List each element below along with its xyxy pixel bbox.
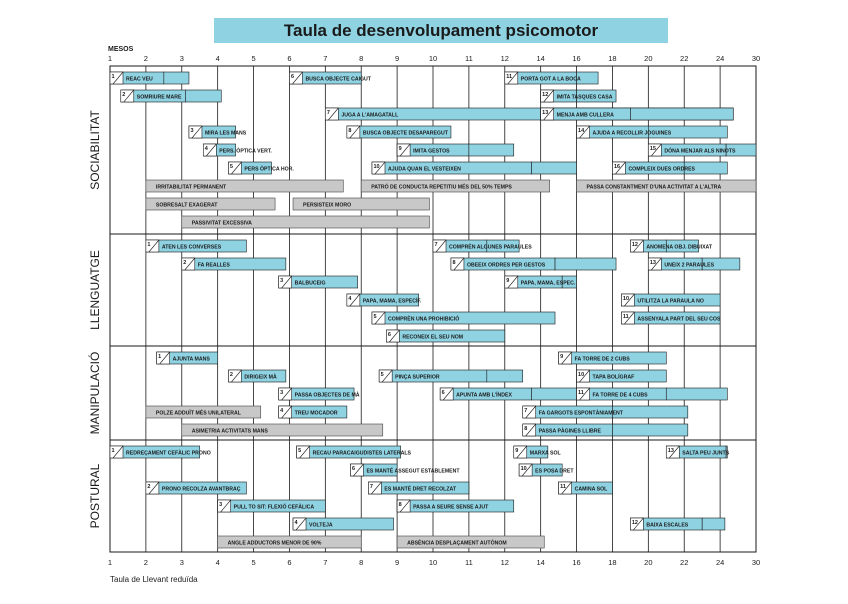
tick-label-top: 8	[359, 54, 364, 63]
warning-label: PERSISTEIX MORO	[303, 202, 352, 209]
warning-label: SOBRESALT EXAGERAT	[155, 202, 218, 209]
milestone-number: 3	[190, 128, 194, 134]
tick-label-top: 12	[500, 54, 509, 63]
tick-label-bottom: 30	[751, 558, 761, 567]
milestone-label: TAPA BOLÍGRAF	[592, 374, 635, 381]
milestone-number: 2	[229, 372, 233, 378]
tick-label-bottom: 14	[536, 558, 545, 567]
milestone-label: BUSCA OBJECTE CAIGUT	[305, 76, 371, 83]
milestone-label: REAC VEU	[126, 76, 153, 83]
milestone-number: 11	[622, 314, 629, 320]
milestone-label: COMPRÈN ALGUNES PARAULES	[449, 244, 532, 251]
milestone-label: IMITA GESTOS	[413, 148, 450, 155]
milestone-number: 5	[298, 448, 302, 454]
milestone-label: PASSA A SEURE SENSE AJUT	[413, 504, 489, 511]
tick-label-top: 20	[644, 54, 653, 63]
milestone-label: ANOMENA OBJ. DIBUIXAT	[646, 244, 713, 251]
milestone-number: 4	[294, 520, 298, 526]
milestone-bar-extension	[666, 388, 727, 400]
milestone-label: SALTA PEU JUNTS	[682, 450, 730, 457]
milestone-label: PASSA OBJECTES DE MÀ	[294, 392, 360, 399]
milestone-label: DIRIGEIX MÀ	[244, 374, 277, 381]
milestone-label: PASSA PÀGINES LLIBRE	[538, 428, 601, 435]
tick-label-bottom: 5	[251, 558, 256, 567]
milestone-number: 3	[280, 278, 284, 284]
milestone-label: COMPLEIX DUES ORDRES	[628, 166, 696, 173]
milestone-number: 2	[183, 260, 187, 266]
milestone-label: PAPA, MAMA, ESPEC.	[520, 280, 576, 287]
tick-label-bottom: 22	[680, 558, 689, 567]
tick-label-bottom: 24	[715, 558, 725, 567]
milestone-number: 5	[380, 372, 384, 378]
milestone-label: BAIXA ESCALES	[646, 522, 689, 529]
milestone-label: FA REALLES	[197, 262, 230, 269]
warning-label: ABSÈNCIA DESPLAÇAMENT AUTÒNOM	[407, 540, 507, 547]
milestone-label: AJUNTA MANS	[172, 356, 210, 363]
milestone-number: 7	[524, 408, 528, 414]
milestone-label: IMITA TASQUES CASA	[556, 94, 613, 101]
tick-label-top: 3	[179, 54, 184, 63]
milestone-number: 6	[387, 332, 391, 338]
tick-label-bottom: 9	[395, 558, 400, 567]
milestone-number: 10	[578, 372, 585, 378]
warning-label: ASIMETRIA ACTIVITATS MANS	[191, 428, 268, 435]
milestone-number: 11	[506, 74, 513, 80]
milestone-bar-extension	[487, 370, 523, 382]
tick-label-bottom: 2	[143, 558, 148, 567]
milestone-label: JUGA A L'AMAGATALL	[341, 112, 399, 119]
milestone-number: 16	[613, 164, 621, 170]
tick-label-top: 18	[608, 54, 617, 63]
section-label: POSTURAL	[88, 463, 103, 529]
milestone-number: 12	[542, 92, 549, 98]
tick-label-bottom: 1	[107, 558, 113, 567]
milestone-bar-extension	[702, 518, 725, 530]
milestone-label: MIRA LES MANS	[204, 130, 247, 137]
milestone-number: 1	[158, 354, 162, 360]
tick-label-top: 6	[287, 54, 292, 63]
milestone-number: 5	[373, 314, 377, 320]
milestone-number: 1	[111, 448, 115, 454]
milestone-label: PERS ÒPTICA HOR.	[244, 166, 294, 173]
milestone-label: FA TORRE DE 4 CUBS	[592, 392, 648, 399]
milestone-label: PORTA GOT A LA BOCA	[520, 76, 581, 83]
tick-label-top: 14	[536, 54, 545, 63]
milestone-number: 13	[542, 110, 549, 116]
milestone-label: UTILITZA LA PARAULA NO	[637, 298, 704, 305]
milestone-number: 11	[560, 484, 566, 490]
milestone-number: 15	[649, 146, 656, 152]
tick-label-top: 16	[572, 54, 581, 63]
tick-label-bottom: 16	[572, 558, 581, 567]
milestone-number: 6	[351, 466, 356, 472]
milestone-number: 12	[631, 242, 639, 248]
milestone-label: PINÇA SUPERIOR	[395, 374, 440, 381]
tick-label-bottom: 10	[428, 558, 438, 567]
warning-label: IRRITABILITAT PERMANENT	[155, 184, 227, 191]
milestone-label: BUSCA OBJECTE DESAPAREGUT	[362, 130, 448, 137]
milestone-label: PERS. ÒPTICA VERT.	[219, 148, 272, 155]
milestone-label: APUNTA AMB L'ÍNDEX	[456, 392, 512, 399]
milestone-label: UNEIX 2 PARAULES	[664, 262, 715, 269]
milestone-label: ATEN LES CONVERSES	[161, 244, 222, 251]
section-label: SOCIABILITAT	[88, 110, 103, 190]
tick-label-bottom: 7	[323, 558, 328, 567]
milestone-label: ES MANTÉ DRET RECOLZAT	[384, 486, 457, 493]
milestone-label: CAMINA SOL	[574, 486, 608, 493]
milestone-label: ASSENYALA PART DEL SEU COS	[637, 316, 721, 323]
milestone-label: FA GARGOTS ESPONTÀNIAMENT	[538, 410, 623, 417]
tick-label-bottom: 4	[215, 558, 220, 567]
milestone-bar-extension	[185, 90, 221, 102]
milestone-number: 4	[348, 296, 352, 302]
milestone-number: 9	[398, 146, 402, 152]
axis-label-mesos: MESOS	[108, 46, 134, 53]
milestone-label: ES MANTÉ ASSEGUT ESTABLEMENT	[366, 468, 460, 475]
milestone-label: MENJA AMB CULLERA	[556, 112, 614, 119]
tick-label-bottom: 12	[500, 558, 509, 567]
milestone-number: 8	[348, 128, 352, 134]
warning-label: PASSIVITAT EXCESSIVA	[191, 220, 252, 227]
tick-label-top: 7	[323, 54, 328, 63]
milestone-label: VOLTEJA	[309, 522, 333, 529]
milestone-bar-extension	[532, 388, 577, 400]
warning-label: POLZE ADDUÏT MÉS UNILATERAL	[155, 410, 241, 417]
milestone-number: 13	[667, 448, 674, 454]
milestone-number: 6	[290, 74, 295, 80]
milestone-number: 8	[398, 502, 402, 508]
tick-label-top: 2	[143, 54, 148, 63]
tick-label-bottom: 8	[359, 558, 364, 567]
milestone-label: COMPRÈN UNA PROHIBICIÓ	[387, 316, 460, 323]
milestone-number: 8	[452, 260, 456, 266]
tick-label-top: 11	[464, 54, 473, 63]
milestone-number: 9	[506, 278, 510, 284]
milestone-number: 10	[520, 466, 527, 472]
milestone-number: 1	[111, 74, 115, 80]
milestone-label: SOMRIURE MARE	[136, 94, 182, 101]
tick-label-top: 1	[107, 54, 113, 63]
milestone-number: 7	[369, 484, 373, 490]
warning-label: PASSA CONSTANTMENT D'UNA ACTIVITAT A L'ALTRA	[586, 184, 722, 191]
milestone-label: PAPA, MAMA, ESPECÍF.	[362, 298, 422, 305]
tick-label-top: 24	[715, 54, 725, 63]
milestone-number: 7	[434, 242, 438, 248]
milestone-number: 11	[578, 390, 584, 396]
section-label: LLENGUATGE	[88, 250, 103, 330]
milestone-number: 10	[373, 164, 380, 170]
milestone-number: 3	[280, 390, 284, 396]
tick-label-top: 4	[215, 54, 220, 63]
milestone-label: ES POSA DRET	[535, 468, 574, 475]
milestone-label: OBEEIX ORDRES PER GESTOS	[466, 262, 546, 269]
tick-label-bottom: 3	[179, 558, 184, 567]
tick-label-top: 9	[395, 54, 400, 63]
milestone-label: RECAU PARACAIGUDISTES LATERALS	[312, 450, 411, 457]
milestone-bar-extension	[469, 144, 514, 156]
milestone-number: 5	[229, 164, 233, 170]
milestone-bar-extension	[612, 424, 687, 436]
milestone-label: REDREÇAMENT CEFÀLIC PRONO	[126, 450, 211, 457]
milestone-number: 12	[631, 520, 639, 526]
milestone-label: AJUDA A RECOLLIR JOGUINES	[592, 130, 672, 137]
tick-label-top: 22	[680, 54, 689, 63]
tick-label-bottom: 20	[644, 558, 653, 567]
milestone-number: 13	[649, 260, 656, 266]
milestone-bar-extension	[164, 72, 189, 84]
milestone-number: 9	[560, 354, 564, 360]
milestone-number: 2	[122, 92, 126, 98]
tick-label-bottom: 6	[287, 558, 292, 567]
milestone-label: AJUDA QUAN EL VESTEIXEN	[387, 166, 461, 173]
milestone-number: 1	[147, 242, 151, 248]
tick-label-top: 10	[428, 54, 438, 63]
tick-label-bottom: 11	[464, 558, 473, 567]
milestone-label: MARXA SOL	[529, 450, 561, 457]
section-label: MANIPULACIÓ	[88, 351, 103, 435]
footnote: Taula de Llevant reduïda	[110, 575, 198, 584]
milestone-label: PULL TO SIT: FLEXIÓ CEFÀLICA	[233, 504, 315, 511]
milestone-number: 8	[524, 426, 528, 432]
milestone-number: 6	[441, 390, 445, 396]
milestone-label: RECONEIX EL SEU NOM	[402, 334, 464, 341]
tick-label-top: 5	[251, 54, 256, 63]
warning-label: ANGLE ADDUCTORS MENOR DE 90%	[227, 540, 322, 547]
milestone-bar-extension	[532, 162, 577, 174]
tick-label-bottom: 18	[608, 558, 617, 567]
milestone-label: BALBUCEIG	[294, 280, 326, 287]
warning-label: PATRÓ DE CONDUCTA REPETITIU MÉS DEL 50% TEMPS	[371, 184, 512, 191]
milestone-bar-extension	[555, 258, 616, 270]
milestone-number: 14	[578, 128, 585, 134]
milestone-label: DÓNA MENJAR ALS NINOTS	[664, 148, 736, 155]
milestone-number: 10	[622, 296, 630, 302]
milestone-number: 4	[280, 408, 284, 414]
milestone-number: 7	[326, 110, 330, 116]
milestone-label: FA TORRE DE 2 CUBS	[574, 356, 630, 363]
chart-title: Taula de desenvolupament psicomotor	[283, 20, 599, 40]
milestone-label: TREU MOCADOR	[294, 410, 338, 417]
milestone-number: 4	[204, 146, 208, 152]
milestone-number: 2	[147, 484, 151, 490]
milestone-number: 9	[515, 448, 519, 454]
milestone-bar-extension	[630, 108, 733, 120]
milestone-label: PRONO RECOLZA AVANTBRAÇ	[161, 486, 241, 493]
milestone-bar-extension	[612, 406, 687, 418]
milestone-number: 3	[219, 502, 223, 508]
tick-label-top: 30	[751, 54, 761, 63]
